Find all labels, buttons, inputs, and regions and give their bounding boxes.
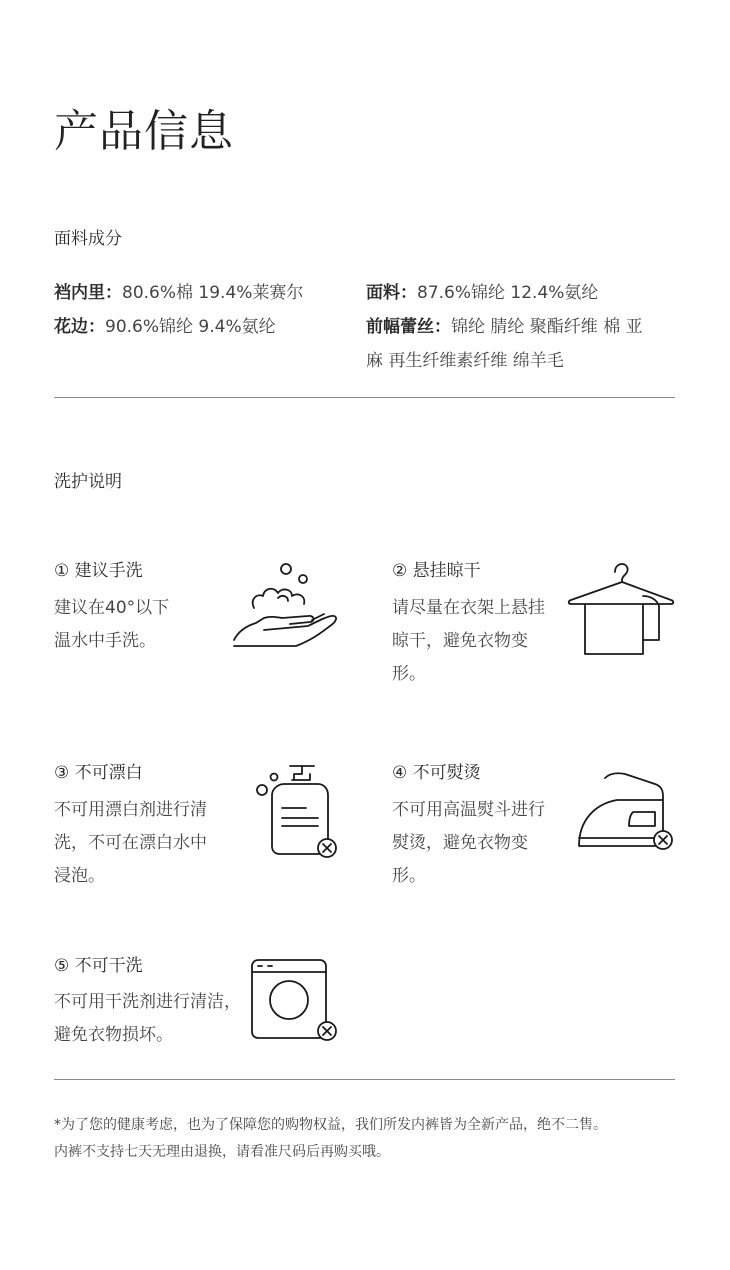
fabric-key: 前幅蕾丝 — [366, 317, 434, 337]
fabric-item-lace-trim: 花边：90.6%锦纶 9.4%氨纶 — [54, 317, 276, 337]
fabric-value: 80.6%棉 19.4%莱赛尔 — [122, 283, 304, 303]
fabric-key: 面料 — [366, 283, 400, 303]
no-dry-clean-icon — [248, 956, 342, 1046]
divider — [54, 1079, 675, 1080]
care-section-label: 洗护说明 — [54, 472, 122, 492]
hanger-dry-icon — [567, 560, 677, 660]
fabric-item-crotch-lining: 裆内里：80.6%棉 19.4%莱赛尔 — [54, 283, 304, 303]
notice-line-1: *为了您的健康考虑，也为了保障您的购物权益，我们所发内裤皆为全新产品，绝不二售。 — [54, 1117, 607, 1133]
no-iron-icon — [575, 770, 679, 854]
notice-line-2: 内裤不支持七天无理由退换，请看准尺码后再购买哦。 — [54, 1144, 390, 1160]
care-desc-no-iron: 不可用高温熨斗进行熨烫，避免衣物变形。 — [392, 800, 545, 886]
fabric-value: 90.6%锦纶 9.4%氨纶 — [105, 317, 276, 337]
care-desc-no-dry-clean: 不可用干洗剂进行清洁，避免衣物损坏。 — [54, 992, 241, 1045]
care-desc-hang-dry: 请尽量在衣架上悬挂晾干，避免衣物变形。 — [392, 598, 545, 684]
no-bleach-icon — [252, 762, 342, 862]
fabric-item-front-lace: 前幅蕾丝：锦纶 腈纶 聚酯纤维 棉 亚麻 再生纤维素纤维 绵羊毛 — [366, 317, 643, 371]
fabric-value: 锦纶 腈纶 聚酯纤维 棉 亚麻 再生纤维素纤维 绵羊毛 — [366, 317, 643, 371]
fabric-value: 87.6%锦纶 12.4%氨纶 — [417, 283, 599, 303]
care-title-no-bleach: ③ 不可漂白 — [54, 763, 143, 783]
hand-wash-icon — [230, 560, 340, 652]
care-title-hang-dry: ② 悬挂晾干 — [392, 561, 481, 581]
care-title-no-iron: ④ 不可熨烫 — [392, 763, 481, 783]
fabric-item-main: 面料：87.6%锦纶 12.4%氨纶 — [366, 283, 599, 303]
divider — [54, 397, 675, 398]
care-title-no-dry-clean: ⑤ 不可干洗 — [54, 956, 143, 976]
fabric-section-label: 面料成分 — [54, 229, 122, 249]
care-desc-no-bleach: 不可用漂白剂进行清洗，不可在漂白水中浸泡。 — [54, 800, 207, 886]
care-title-hand-wash: ① 建议手洗 — [54, 561, 143, 581]
fabric-key: 花边 — [54, 317, 88, 337]
care-desc-hand-wash: 建议在40°以下温水中手洗。 — [54, 598, 170, 651]
page-title: 产品信息 — [54, 106, 234, 157]
fabric-key: 裆内里 — [54, 283, 105, 303]
